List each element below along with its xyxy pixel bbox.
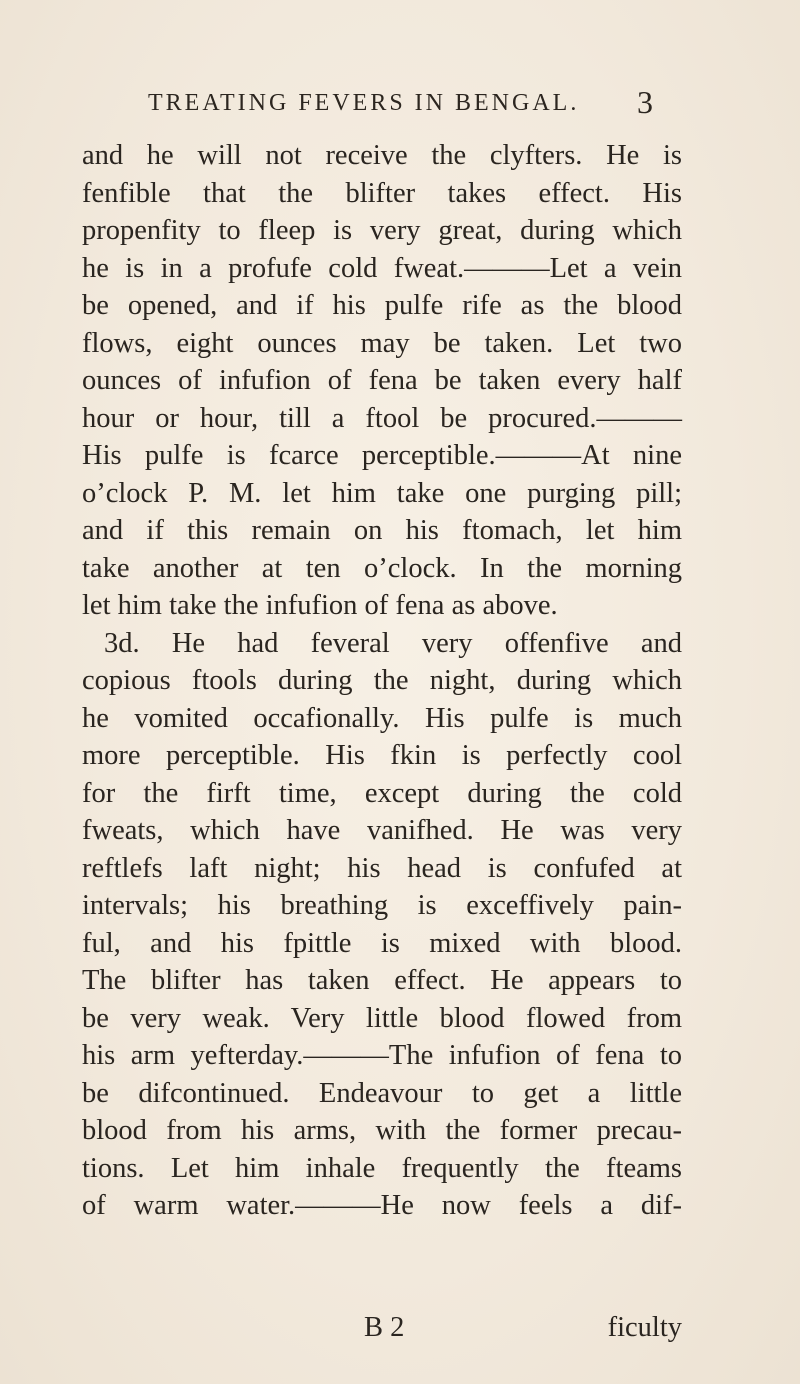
- text-line: and if this remain on his ftomach, let him: [82, 515, 682, 546]
- page-footer: [82, 1312, 682, 1352]
- running-title: TREATING FEVERS IN BENGAL.: [148, 90, 580, 116]
- text-line: tions. Let him inhale frequently the fteams: [82, 1152, 682, 1184]
- text-line: let him take the infufion of fena as above.: [82, 590, 558, 621]
- text-line: fweats, which have vanifhed. He was very: [82, 815, 682, 846]
- text-line: blood from his arms, with the former precau-: [82, 1115, 682, 1146]
- text-line: ounces of infufion of fena be taken every half: [82, 365, 682, 396]
- text-line: propenfity to fleep is very great, during which: [82, 215, 682, 246]
- catchword: ficulty: [607, 1312, 682, 1343]
- text-line: flows, eight ounces may be taken. Let two: [82, 327, 682, 359]
- text-line: more perceptible. His fkin is perfectly cool: [82, 740, 682, 771]
- text-line: intervals; his breathing is exceffively pain-: [82, 890, 682, 921]
- text-line: o’clock P. M. let him take one purging pill;: [82, 477, 682, 509]
- text-line: for the firft time, except during the cold: [82, 777, 682, 809]
- text-line: be difcontinued. Endeavour to get a little: [82, 1077, 682, 1109]
- text-line: and he will not receive the clyfters. He is: [82, 140, 682, 171]
- text-line: he vomited occafionally. His pulfe is much: [82, 702, 682, 734]
- text-line: copious ftools during the night, during which: [82, 665, 682, 696]
- signature-mark: B 2: [364, 1312, 405, 1343]
- text-line: he is in a profufe cold fweat.———Let a vein: [82, 252, 682, 284]
- text-line: be opened, and if his pulfe rife as the blood: [82, 290, 682, 321]
- text-line-indented: 3d. He had feveral very offenfive and: [104, 627, 682, 659]
- page-number: 3: [637, 84, 653, 120]
- text-line: The blifter has taken effect. He appears to: [82, 965, 682, 996]
- text-line: fenfible that the blifter takes effect. His: [82, 177, 682, 209]
- text-line: reftlefs laft night; his head is confufed at: [82, 852, 682, 884]
- text-line: His pulfe is fcarce perceptible.———At nine: [82, 440, 682, 471]
- text-line: take another at ten o’clock. In the morning: [82, 552, 682, 584]
- text-line: hour or hour, till a ftool be procured.———: [82, 402, 682, 434]
- text-line: of warm water.———He now feels a dif-: [82, 1190, 682, 1221]
- running-head: [148, 84, 653, 124]
- body-text: [82, 137, 682, 1225]
- text-line: be very weak. Very little blood flowed from: [82, 1002, 682, 1034]
- text-line: his arm yefterday.———The infufion of fena to: [82, 1040, 682, 1071]
- text-line: ful, and his fpittle is mixed with blood.: [82, 927, 682, 959]
